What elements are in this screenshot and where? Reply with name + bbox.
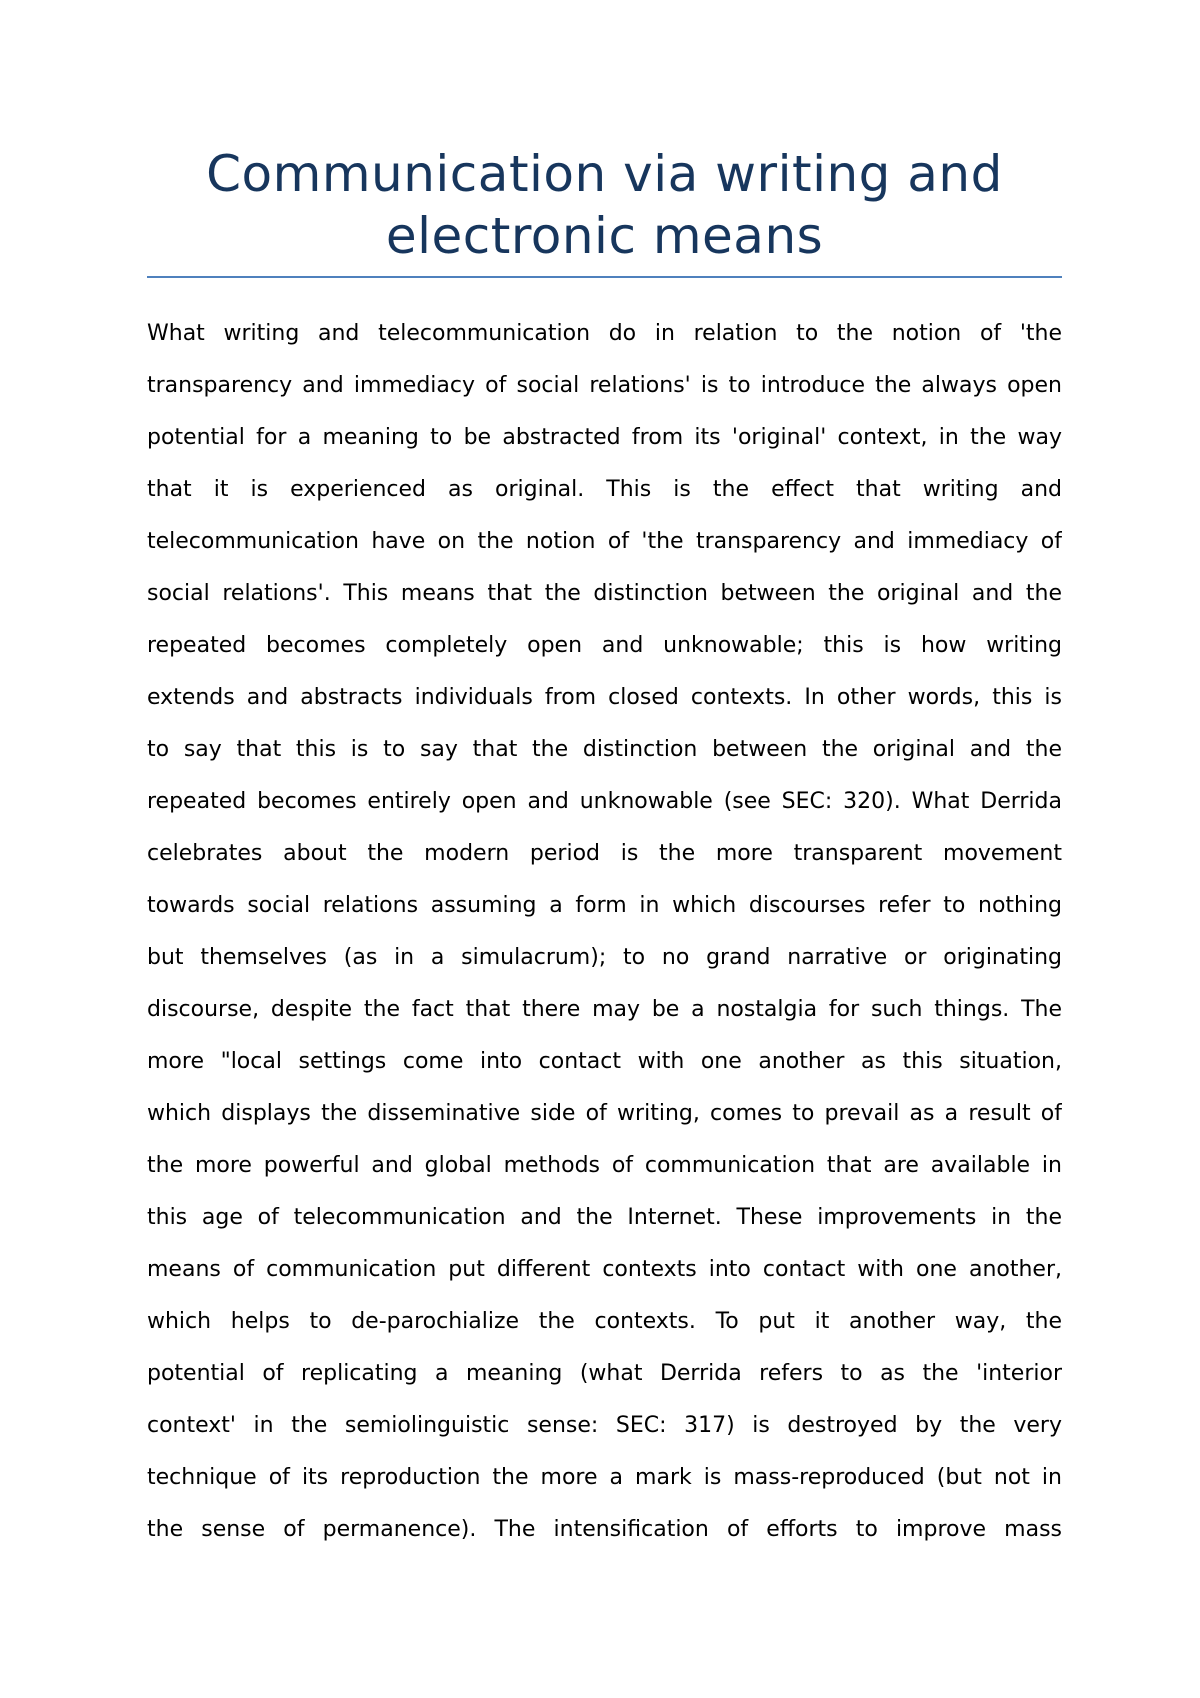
body-line: extends and abstracts individuals from closed contexts. In other words, this is <box>147 685 1062 710</box>
body-line: to say that this is to say that the distinction between the original and the <box>147 737 1062 762</box>
document-title: Communication via writing and electronic means <box>206 145 1003 265</box>
body-line: discourse, despite the fact that there may be a nostalgia for such things. The <box>147 997 1062 1022</box>
body-line: transparency and immediacy of social relations' is to introduce the always open <box>147 373 1062 398</box>
body-line: the more powerful and global methods of communication that are available in <box>147 1153 1062 1178</box>
body-line: social relations'. This means that the distinction between the original and the <box>147 581 1062 606</box>
body-line: which displays the disseminative side of writing, comes to prevail as a result of <box>147 1101 1062 1126</box>
body-line: potential for a meaning to be abstracted from its 'original' context, in the way <box>147 425 1062 450</box>
body-line: the sense of permanence). The intensification of efforts to improve mass <box>147 1517 1062 1542</box>
body-line: celebrates about the modern period is the more transparent movement <box>147 841 1062 866</box>
body-line: repeated becomes completely open and unknowable; this is how writing <box>147 633 1062 658</box>
body-line: that it is experienced as original. This is the effect that writing and <box>147 477 1062 502</box>
body-line: technique of its reproduction the more a mark is mass-reproduced (but not in <box>147 1465 1062 1490</box>
body-line: telecommunication have on the notion of 'the transparency and immediacy of <box>147 529 1062 554</box>
body-line: potential of replicating a meaning (what Derrida refers to as the 'interior <box>147 1361 1062 1386</box>
body-line: What writing and telecommunication do in relation to the notion of 'the <box>147 321 1062 346</box>
document-body <box>147 308 1062 1568</box>
body-line: this age of telecommunication and the Internet. These improvements in the <box>147 1205 1062 1230</box>
body-line: means of communication put different contexts into contact with one another, <box>147 1257 1062 1282</box>
body-line: towards social relations assuming a form in which discourses refer to nothing <box>147 893 1062 918</box>
body-line: which helps to de-parochialize the contexts. To put it another way, the <box>147 1309 1062 1334</box>
body-line: context' in the semiolinguistic sense: SEC: 317) is destroyed by the very <box>147 1413 1062 1438</box>
body-line: but themselves (as in a simulacrum); to no grand narrative or originating <box>147 945 1062 970</box>
body-line: repeated becomes entirely open and unknowable (see SEC: 320). What Derrida <box>147 789 1062 814</box>
title-underline-rule <box>147 276 1062 278</box>
body-line: more "local settings come into contact with one another as this situation, <box>147 1049 1062 1074</box>
